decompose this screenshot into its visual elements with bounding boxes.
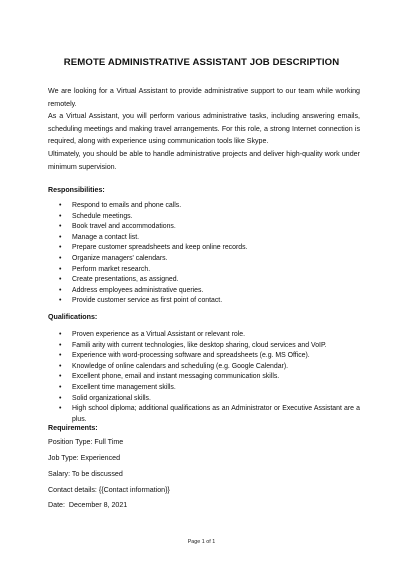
qualifications-heading: Qualifications: (48, 313, 98, 321)
requirement-salary: Salary: To be discussed (48, 470, 123, 478)
list-item: • Proven experience as a Virtual Assistant or relevant role. (48, 330, 360, 341)
responsibilities-heading: Responsibilities: (48, 186, 105, 194)
requirement-job-type: Job Type: Experienced (48, 454, 121, 462)
list-item: • Organize managers' calendars. (48, 254, 360, 265)
list-item: • Solid organizational skills. (48, 394, 360, 405)
requirement-date: Date: December 8, 2021 (48, 501, 128, 509)
intro-paragraph-1: We are looking for a Virtual Assistant to provide administrative support to our team while working remotely. (48, 87, 360, 108)
list-item: • Prepare customer spreadsheets and keep online records. (48, 243, 360, 254)
intro-paragraph-3: Ultimately, you should be able to handle administrative projects and deliver high-quality work under minimum supervision. (48, 150, 360, 171)
list-item: • Experience with word-processing software and spreadsheets (e.g. MS Office). (48, 351, 360, 362)
responsibilities-list (48, 201, 360, 307)
list-item: • Famili arity with current technologies, like desktop sharing, cloud services and VoIP. (48, 341, 360, 352)
document-title: REMOTE ADMINISTRATIVE ASSISTANT JOB DESCRIPTION (63, 57, 340, 68)
list-item: • Address employees administrative queries. (48, 286, 360, 297)
requirements-heading: Requirements: (48, 424, 98, 432)
list-item: • Create presentations, as assigned. (48, 275, 360, 286)
list-item: • Book travel and accommodations. (48, 222, 360, 233)
qualifications-list (48, 330, 360, 425)
list-item: • Provide customer service as first point of contact. (48, 296, 360, 307)
list-item: • Knowledge of online calendars and scheduling (e.g. Google Calendar). (48, 362, 360, 373)
intro-paragraph-2: As a Virtual Assistant, you will perform various administrative tasks, including answering emails, scheduling meetings and making travel arrangements. For this role, a strong Internet connection is required, along with experience using communication tools like Skype. (48, 112, 360, 146)
page-number: Page 1 of 1 (187, 539, 216, 545)
list-item: • Excellent phone, email and instant messaging communication skills. (48, 372, 360, 383)
list-item: • Excellent time management skills. (48, 383, 360, 394)
requirement-contact-details: Contact details: {{Contact information}} (48, 486, 170, 494)
list-item: • Perform market research. (48, 265, 360, 276)
list-item: • High school diploma; additional qualifications as an Administrator or Executive Assistant are a plus. (48, 404, 360, 425)
requirement-position-type: Position Type: Full Time (48, 438, 124, 446)
list-item: • Manage a contact list. (48, 233, 360, 244)
list-item: • Respond to emails and phone calls. (48, 201, 360, 212)
list-item: • Schedule meetings. (48, 212, 360, 223)
